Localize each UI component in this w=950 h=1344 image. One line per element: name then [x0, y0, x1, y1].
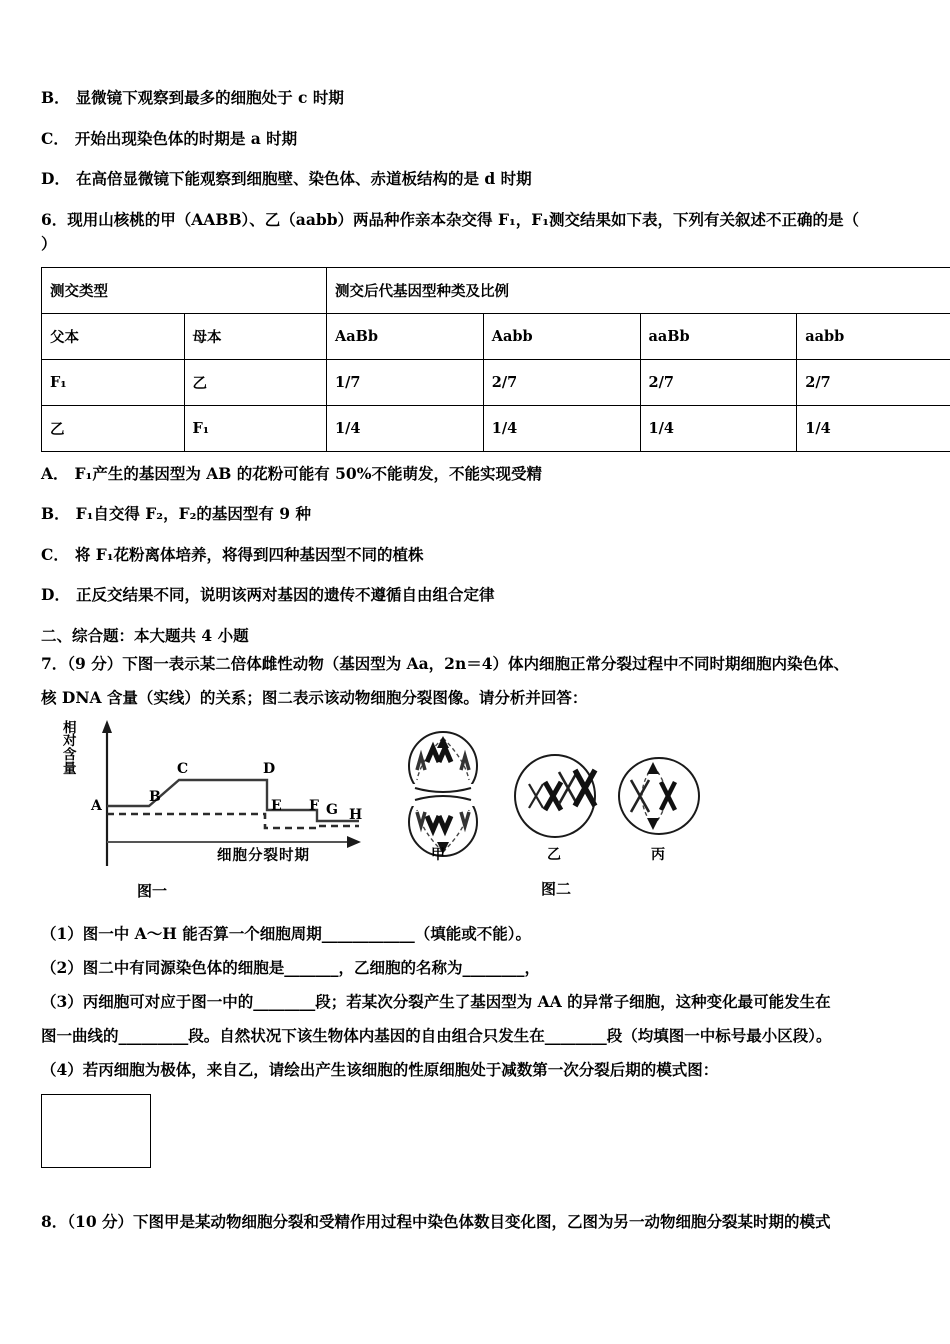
q6-option-c-label: C． [41, 544, 69, 564]
q6-option-b-text: F₁自交得 F₂，F₂的基因型有 9 种 [75, 504, 311, 524]
row2-father: 乙 [42, 405, 185, 451]
row1-ratio-2: 2/7 [483, 359, 640, 405]
question-6 [41, 208, 919, 606]
header-offspring-types: 测交后代基因型种类及比例 [327, 267, 950, 313]
subheader-mother: 母本 [184, 313, 327, 359]
figure-2-caption: 图二 [541, 879, 572, 898]
q7-stem-line2: 核 DNA 含量（实线）的关系；图二表示该动物细胞分裂图像。请分析并回答： [41, 687, 588, 707]
q5-option-c-text: 开始出现染色体的时期是 a 时期 [74, 128, 298, 148]
table-row [42, 359, 950, 405]
question-7 [41, 652, 919, 1168]
subheader-aabb-3: aaBb [640, 313, 797, 359]
q6-option-b-label: B． [41, 504, 70, 524]
q5-option-d [41, 167, 919, 189]
row2-ratio-2: 1/4 [483, 405, 640, 451]
cell-bing-diagram [619, 758, 699, 834]
figure-1-caption: 图一 [137, 881, 168, 900]
cell-label-bing: 丙 [651, 846, 665, 863]
point-label-F: F [309, 797, 319, 814]
testcross-table [41, 267, 950, 452]
row2-ratio-4: 1/4 [797, 405, 950, 451]
row2-mother: F₁ [184, 405, 327, 451]
x-axis-label: 细胞分裂时期 [217, 847, 310, 864]
q6-option-d [41, 583, 919, 605]
subheader-aabb-1: AaBb [327, 313, 484, 359]
q5-option-d-label: D． [41, 169, 70, 188]
point-label-D: D [263, 760, 276, 777]
row1-ratio-1: 1/7 [327, 359, 484, 405]
header-cross-type: 测交类型 [42, 267, 327, 313]
row1-ratio-3: 2/7 [640, 359, 797, 405]
q5-option-c-label: C． [41, 128, 69, 148]
q5-option-b-label: B． [41, 88, 70, 107]
q6-option-b [41, 502, 919, 524]
q6-options-list [41, 462, 919, 606]
q8-stem: 8．（10 分）下图甲是某动物细胞分裂和受精作用过程中染色体数目变化图，乙图为另一动物细胞分裂某时期的模式 [41, 1211, 831, 1231]
subheader-aabb-2: Aabb [483, 313, 640, 359]
q6-stem-line2: ） [41, 233, 57, 253]
point-label-C: C [177, 760, 189, 777]
q7-sub3-line2: 图一曲线的_________段。自然状况下该生物体内基因的自由组合只发生在________段（均填图一中标号最小区段）。 [41, 1025, 832, 1045]
q7-sub1: （1）图一中 A～H 能否算一个细胞周期____________（填能或不能）。 [41, 923, 532, 943]
q6-option-d-text: 正反交结果不同，说明该两对基因的遗传不遵循自由组合定律 [75, 585, 495, 605]
q5-option-c [41, 127, 919, 149]
row2-ratio-1: 1/4 [327, 405, 484, 451]
q7-drawing-answer-box[interactable] [41, 1094, 151, 1168]
table-row-header-group [42, 267, 950, 313]
q7-sub4: （4）若丙细胞为极体，来自乙，请绘出产生该细胞的性原细胞处于减数第一次分裂后期的模式图： [41, 1059, 719, 1079]
cell-yi-diagram [515, 755, 595, 837]
subheader-father: 父本 [42, 313, 185, 359]
point-label-A: A [91, 797, 102, 814]
point-label-H: H [349, 806, 363, 823]
cell-label-yi: 乙 [547, 846, 561, 863]
q7-stem-line1: 7．（9 分）下图一表示某二倍体雌性动物（基因型为 Aa，2n＝4）体内细胞正常分裂过程中不同时期细胞内染色体、 [41, 653, 850, 673]
q7-figures [41, 718, 919, 908]
q5-option-d-text: 在高倍显微镜下能观察到细胞壁、染色体、赤道板结构的是 d 时期 [75, 169, 532, 188]
y-axis-arrow [102, 720, 112, 733]
subheader-aabb-4: aabb [797, 313, 950, 359]
x-axis-arrow [347, 836, 361, 848]
q5-option-b [41, 86, 919, 108]
q6-option-c-text: 将 F₁花粉离体培养，将得到四种基因型不同的植株 [74, 544, 424, 564]
row1-father: F₁ [42, 359, 185, 405]
point-label-B: B [149, 788, 161, 805]
q5-option-b-text: 显微镜下观察到最多的细胞处于 c 时期 [75, 88, 344, 107]
table-row [42, 405, 950, 451]
row2-ratio-3: 1/4 [640, 405, 797, 451]
q7-sub3-line1: （3）丙细胞可对应于图一中的________段；若某次分裂产生了基因型为 AA 的异常子细胞，这种变化最可能发生在 [41, 991, 831, 1011]
cell-label-jia: 甲 [431, 846, 445, 863]
y-axis-label: 相对含量 [63, 719, 77, 777]
section-2-heading: 二、综合题：本大题共 4 小题 [41, 625, 249, 645]
cell-jia-diagram [409, 732, 477, 856]
q6-stem-line1: 6．现用山核桃的甲（AABB）、乙（aabb）两品种作亲本杂交得 F₁，F₁测交结果如下表，下列有关叙述不正确的是（ [41, 209, 860, 229]
table-row-subheader [42, 313, 950, 359]
chart-svg [49, 718, 379, 868]
q6-option-a [41, 462, 919, 484]
row1-ratio-4: 2/7 [797, 359, 950, 405]
point-label-E: E [271, 797, 282, 814]
page-content [41, 86, 919, 1234]
q7-sub2: （2）图二中有同源染色体的细胞是_______，乙细胞的名称为________， [41, 957, 541, 977]
q5-options-list [41, 86, 919, 189]
q6-option-c [41, 543, 919, 565]
q6-option-d-label: D． [41, 585, 70, 605]
figure-1-chart [49, 718, 379, 908]
q6-option-a-label: A． [41, 463, 69, 483]
point-label-G: G [326, 801, 338, 818]
figure-2-cells [381, 726, 711, 906]
q6-option-a-text: F₁产生的基因型为 AB 的花粉可能有 50%不能萌发，不能实现受精 [74, 463, 542, 483]
row1-mother: 乙 [184, 359, 327, 405]
